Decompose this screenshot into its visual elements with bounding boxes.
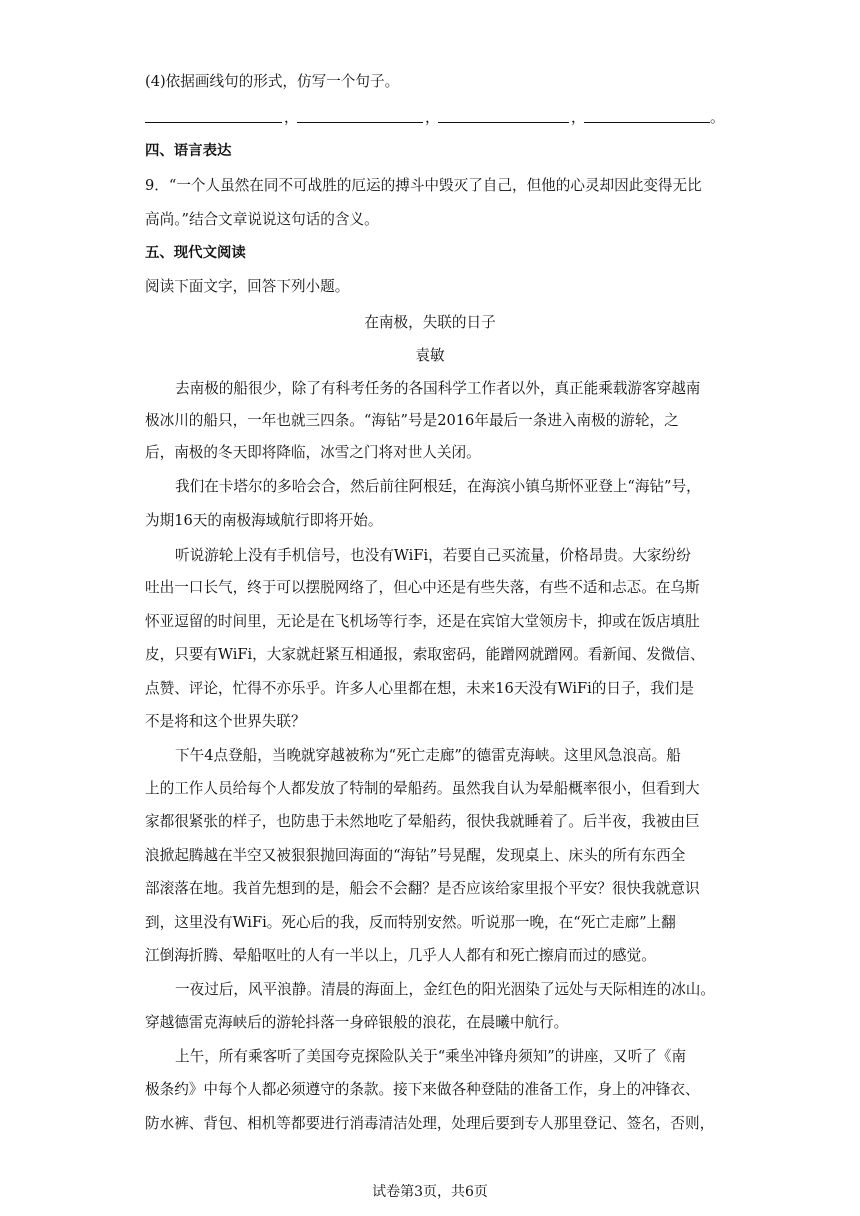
article-line: 点赞、评论，忙得不亦乐乎。许多人心里都在想，未来16天没有WiFi的日子，我们是 bbox=[145, 680, 694, 697]
article-line: 一夜过后，风平浪静。清晨的海面上，金红色的阳光洇染了远处与天际相连的冰山。 bbox=[175, 981, 715, 998]
blank-comma-2: ， bbox=[425, 109, 440, 126]
article-author: 袁敏 bbox=[415, 347, 445, 364]
answer-blank-4[interactable] bbox=[584, 122, 710, 123]
article-line: 上的工作人员给每个人都发放了特制的晕船药。虽然我自认为晕船概率很小，但看到大 bbox=[145, 780, 700, 797]
article-line: 极冰川的船只，一年也就三四条。“海钻”号是2016年最后一条进入南极的游轮，之 bbox=[145, 412, 679, 429]
article-line: 去南极的船很少，除了有科考任务的各国科学工作者以外，真正能乘载游客穿越南 bbox=[175, 380, 701, 397]
article-line: 江倒海折腾、晕船呕吐的人有一半以上，几乎人人都有和死亡擦肩而过的感觉。 bbox=[145, 947, 656, 964]
article-line: 穿越德雷克海峡后的游轮抖落一身碎银般的浪花，在晨曦中航行。 bbox=[145, 1014, 569, 1031]
article-line: 为期16天的南极海域航行即将开始。 bbox=[145, 512, 383, 529]
article-title: 在南极，失联的日子 bbox=[364, 314, 496, 331]
article-line: 部滚落在地。我首先想到的是，船会不会翻？是否应该给家里报个平安？很快我就意识 bbox=[145, 880, 700, 897]
answer-blank-1[interactable] bbox=[145, 122, 282, 123]
section-4-heading: 四、语言表达 bbox=[145, 143, 232, 159]
article-line: 我们在卡塔尔的多哈会合，然后前往阿根廷，在海滨小镇乌斯怀亚登上“海钻”号， bbox=[175, 478, 701, 495]
blank-comma-1: ， bbox=[284, 109, 299, 126]
article-line: 极条约》中每个人都必须遵守的条款。接下来做各种登陆的准备工作，身上的冲锋衣、 bbox=[145, 1081, 700, 1098]
answer-blank-2[interactable] bbox=[297, 122, 423, 123]
article-line: 听说游轮上没有手机信号，也没有WiFi，若要自己买流量，价格昂贵。大家纷纷 bbox=[175, 547, 691, 564]
article-line: 家都很紧张的样子，也防患于未然地吃了晕船药，很快我就睡着了。后半夜，我被由巨 bbox=[145, 813, 700, 830]
article-line: 不是将和这个世界失联？ bbox=[145, 713, 306, 730]
article-line: 防水裤、背包、相机等都要进行消毒清洁处理，处理后要到专人那里登记、签名，否则， bbox=[145, 1115, 715, 1132]
article-line: 下午4点登船，当晚就穿越被称为“死亡走廊”的德雷克海峡。这里风急浪高。船 bbox=[175, 747, 681, 764]
article-line: 到，这里没有WiFi。死心后的我，反而特别安然。听说那一晚，在“死亡走廊”上翻 bbox=[145, 914, 676, 931]
question-4-prompt: (4)依据画线句的形式，仿写一个句子。 bbox=[145, 73, 400, 90]
reading-instruction: 阅读下面文字，回答下列小题。 bbox=[145, 278, 350, 295]
article-line: 后，南极的冬天即将降临，冰雪之门将对世人关闭。 bbox=[145, 444, 481, 461]
article-line: 吐出一口长气，终于可以摆脱网络了，但心中还是有些失落，有些不适和忐忑。在乌斯 bbox=[145, 579, 700, 596]
question-9-line-1: 9．“一个人虽然在同不可战胜的厄运的搏斗中毁灭了自己，但他的心灵却因此变得无比 bbox=[145, 177, 702, 194]
question-9-line-2: 高尚。”结合文章说说这句话的含义。 bbox=[145, 211, 379, 228]
page-footer: 试卷第3页，共6页 bbox=[372, 1184, 488, 1200]
answer-blank-3[interactable] bbox=[438, 122, 569, 123]
article-line: 皮，只要有WiFi，大家就赶紧互相通报，索取密码，能蹭网就蹭网。看新闻、发微信、 bbox=[145, 646, 705, 663]
section-5-heading: 五、现代文阅读 bbox=[145, 245, 246, 261]
article-line: 怀亚逗留的时间里，无论是在飞机场等行李，还是在宾馆大堂领房卡，抑或在饭店填肚 bbox=[145, 613, 700, 630]
article-line: 上午，所有乘客听了美国夸克探险队关于“乘坐冲锋舟须知”的讲座，又听了《南 bbox=[175, 1048, 687, 1065]
blank-comma-3: ， bbox=[571, 109, 586, 126]
blank-period: 。 bbox=[710, 109, 725, 126]
article-line: 浪掀起腾越在半空又被狠狠抛回海面的“海钻”号晃醒，发现桌上、床头的所有东西全 bbox=[145, 847, 686, 864]
